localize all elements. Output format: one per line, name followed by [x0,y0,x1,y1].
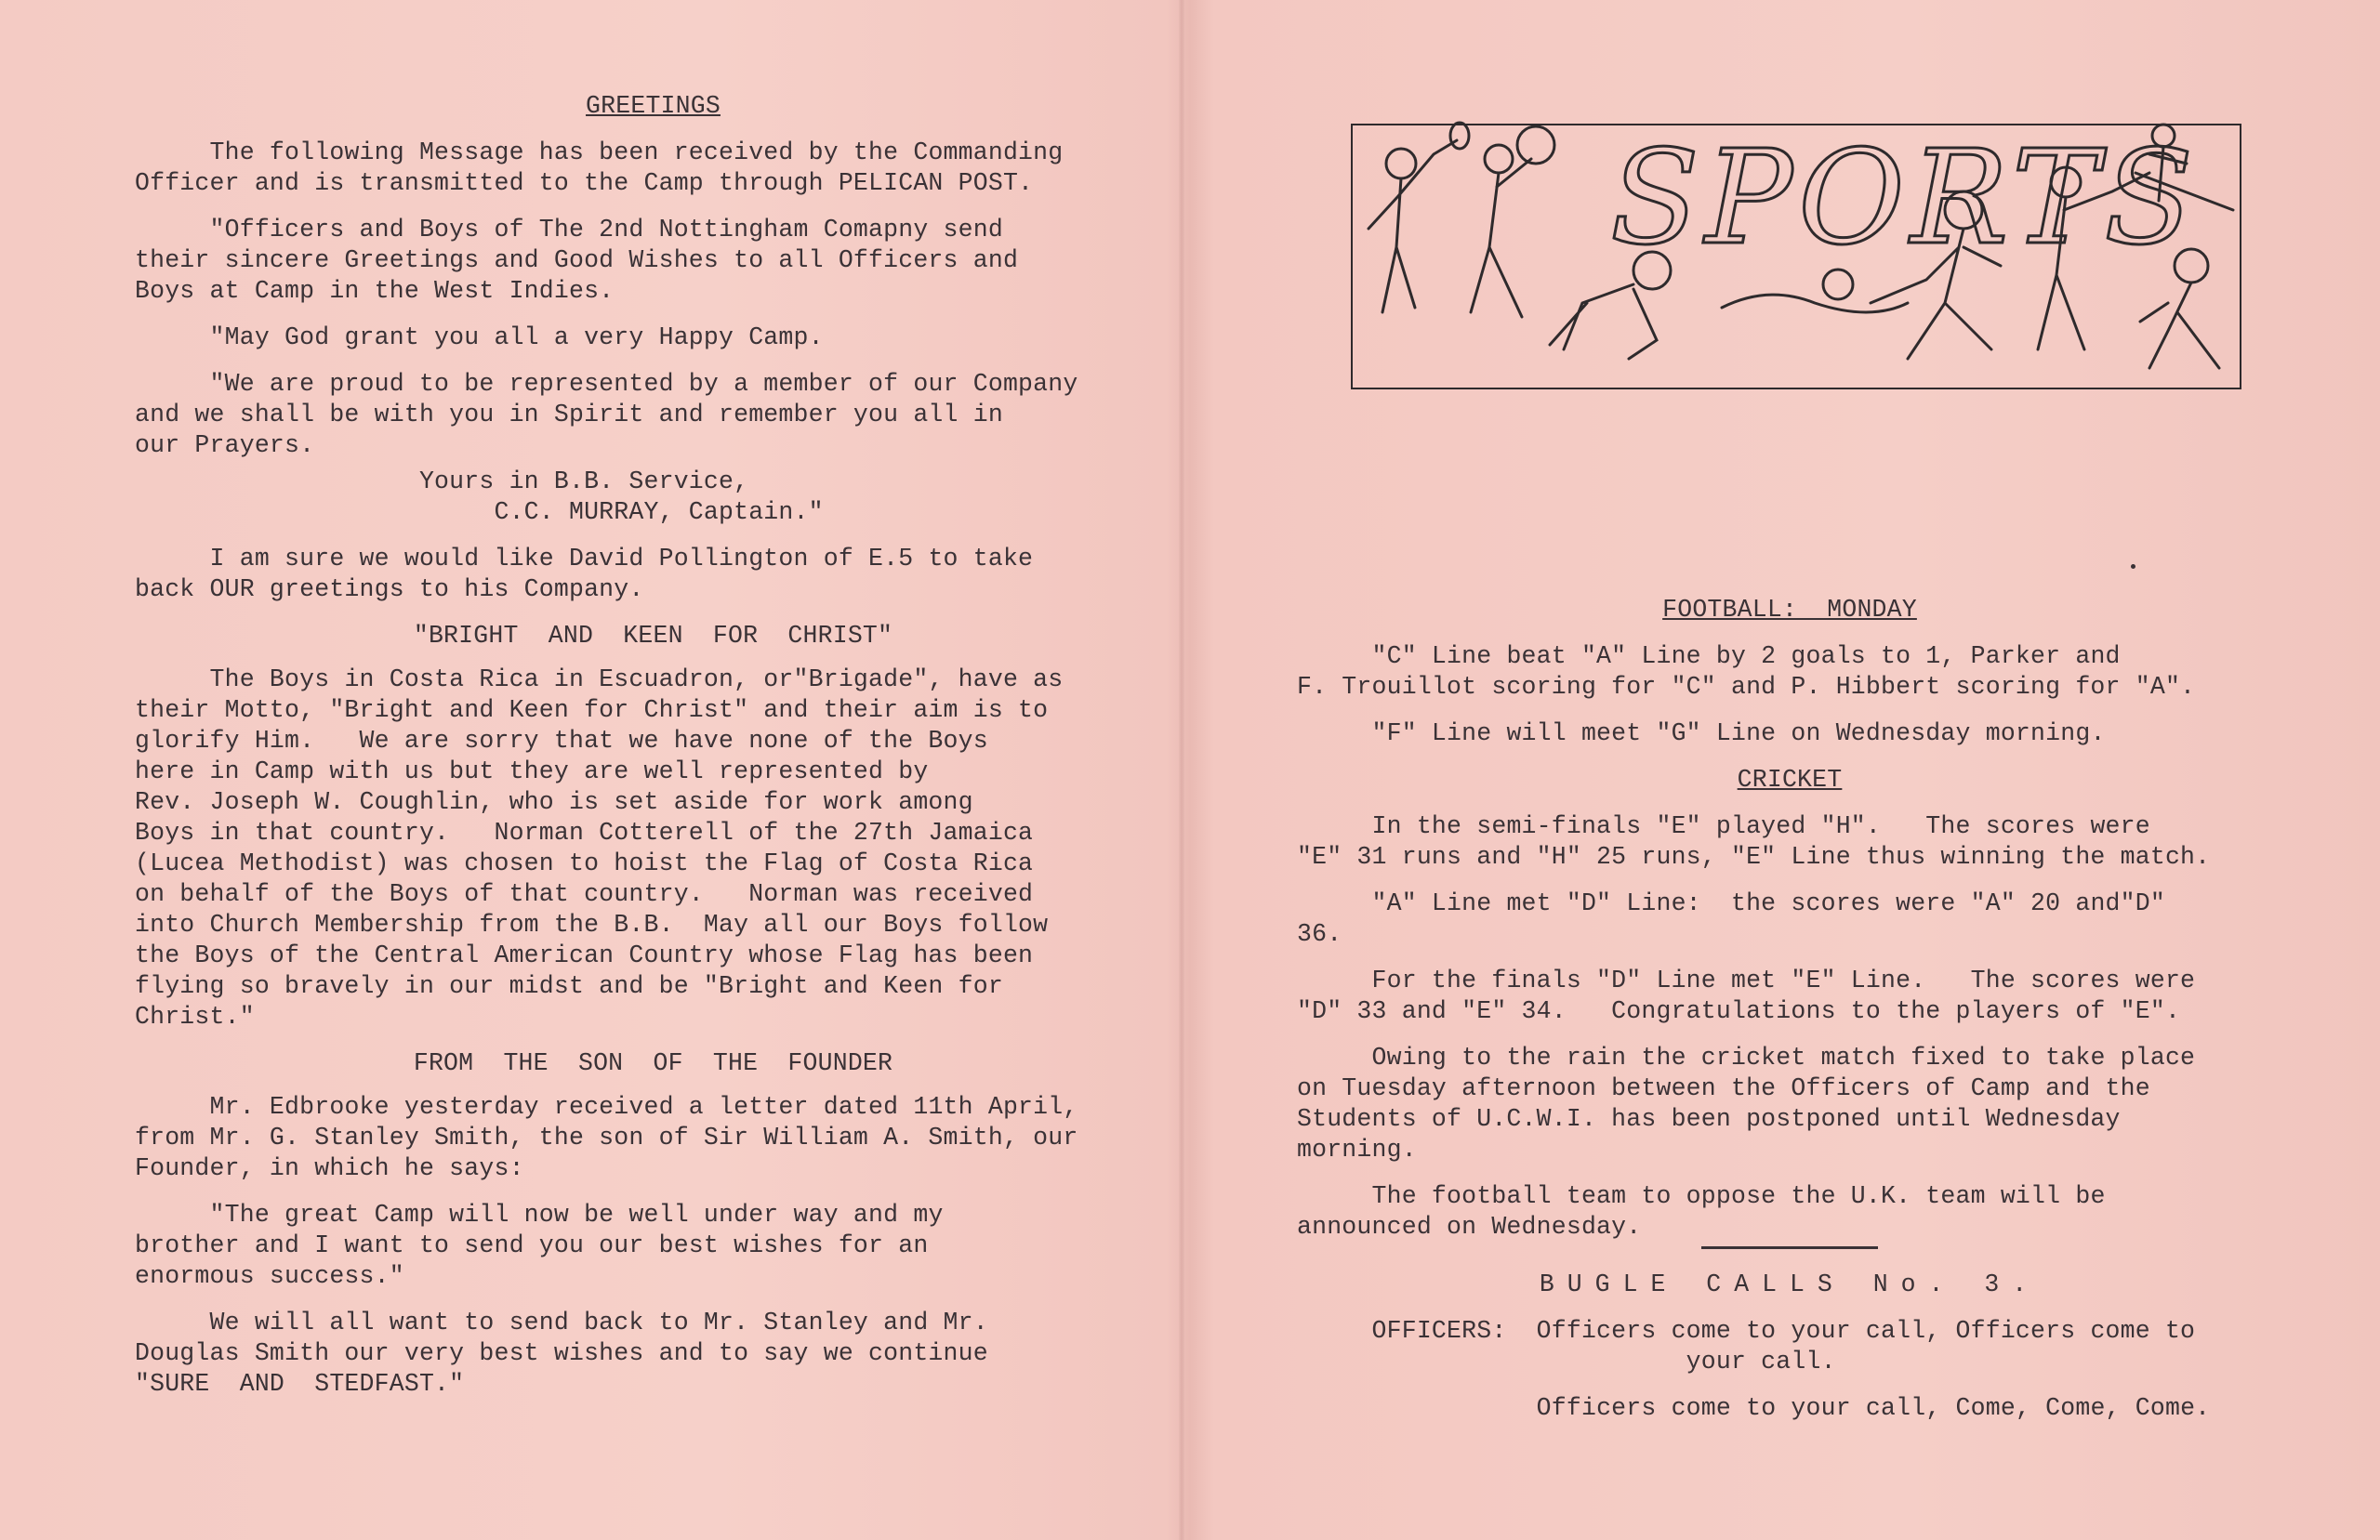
greetings-message: "Officers and Boys of The 2nd Nottingham Comapny send their sincere Greetings and Good Wishes to all Officers and Boys at Camp in the West Indies. [135,216,1019,305]
bugle-calls-heading: BUGLE CALLS No. 3. [1539,1270,2041,1298]
sports-title: SPORTS [1610,123,2200,274]
cricket-heading: CRICKET [1737,766,1843,794]
cricket-paragraph: In the semi-finals "E" played "H". The scores were "E" 31 runs and "H" 25 runs, "E" Line thus winning the match. [1297,812,2211,871]
bright-keen-heading: "BRIGHT AND KEEN FOR CHRIST" [413,622,893,650]
section-divider [1701,1246,1878,1249]
founder-paragraph: Mr. Edbrooke yesterday received a letter dated 11th April, from Mr. G. Stanley Smith, the son of Sir William A. Smith, our Founder, in which he says: [135,1093,1078,1182]
bugle-call-text: OFFICERS: Officers come to your call, Officers come to your call. [1371,1317,2196,1375]
founder-paragraph: We will all want to send back to Mr. Stanley and Mr. Douglas Smith our very best wishes and to say we continue "SURE AND STEDFAST." [135,1309,988,1398]
greetings-paragraph: I am sure we would like David Pollington of E.5 to take back OUR greetings to his Company. [135,545,1034,603]
bugle-call-text: Officers come to your call, Come, Come, Come. [1297,1394,2211,1422]
founder-heading: FROM THE SON OF THE FOUNDER [413,1049,893,1077]
cricket-paragraph: Owing to the rain the cricket match fixed to take place on Tuesday afternoon between the Officers of Camp and the Students of U.C.W.I. has been postponed until Wednesday morning. [1297,1044,2196,1164]
cricket-paragraph: "A" Line met "D" Line: the scores were "A" 20 and"D" 36. [1297,889,2165,948]
greetings-heading: GREETINGS [586,92,721,120]
page-fold [1179,0,1184,1540]
greetings-message: "We are proud to be represented by a member of our Company and we shall be with you in Spirit and remember you all in our Prayers. [135,370,1078,459]
signature-line: Yours in B.B. Service, [135,467,749,495]
right-page [1297,595,2282,1440]
founder-quote: "The great Camp will now be well under way and my brother and I want to send you our best wishes for an enormous success." [135,1201,944,1290]
cricket-paragraph: The football team to oppose the U.K. team will be announced on Wednesday. [1297,1182,2106,1241]
cricket-paragraph: For the finals "D" Line met "E" Line. The scores were "D" 33 and "E" 34. Congratulations to the players of "E". [1297,967,2196,1025]
greetings-message: "May God grant you all a very Happy Camp. [135,323,824,351]
football-paragraph: "F" Line will meet "G" Line on Wednesday morning. [1297,719,2106,747]
bright-keen-paragraph: The Boys in Costa Rica in Escuadron, or"Brigade", have as their Motto, "Bright and Keen for Christ" and their aim is to glorify Him. We are sorry that we have none of the Boys here in Camp with us but they are well represented by Rev. Joseph W. Coughlin, who is set aside for work among Boys in that country. Norman Cotterell of the 27th Jamaica (Lucea Methodist) was chosen to hoist the Flag of Costa Rica on behalf of the Boys of that country. Norman was received into Church Membership from the B.B. May all our Boys follow the Boys of the Central American Country whose Flag has been flying so bravely in our midst and be "Bright and Keen for Christ." [135,665,1064,1031]
ink-speck [2131,564,2135,569]
signature-name: C.C. MURRAY, Captain." [135,498,824,526]
greetings-paragraph: The following Message has been received by the Commanding Officer and is transmitted to the Camp through PELICAN POST. [135,138,1064,197]
football-heading: FOOTBALL: MONDAY [1662,596,1917,624]
left-page [135,91,1171,1415]
football-paragraph: "C" Line beat "A" Line by 2 goals to 1, Parker and F. Trouillot scoring for "C" and P. Hibbert scoring for "A". [1297,642,2196,701]
sports-banner-illustration [1350,117,2242,396]
